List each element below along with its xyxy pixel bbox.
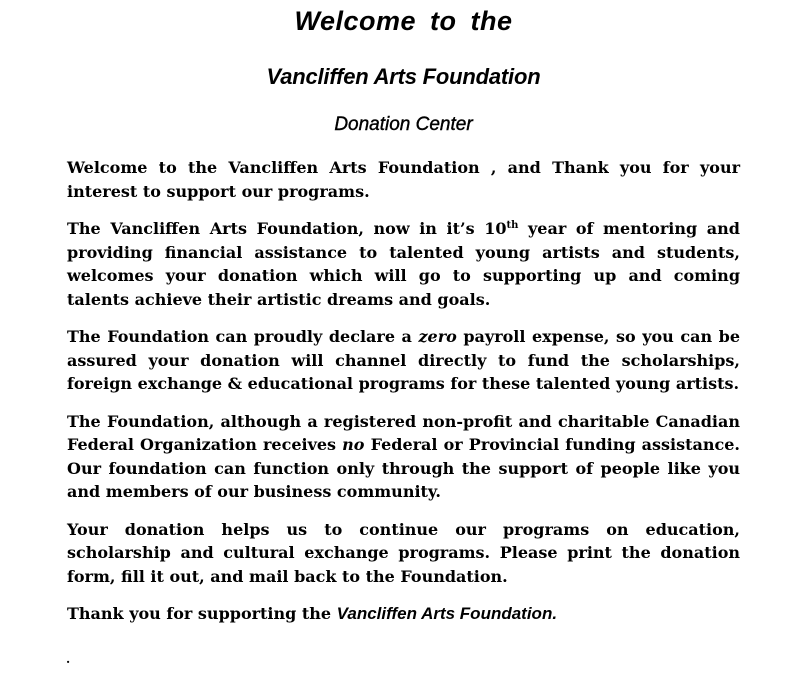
- letter-body: [67, 156, 740, 626]
- paragraph-payroll-end: payroll expense, so you can be assured your donation will channel directly to fund the scholarships, foreign exchange & educational programs for these talented young artists.: [67, 327, 740, 393]
- ordinal-suffix: th: [506, 220, 519, 231]
- paragraph-welcome: Welcome to the Vancliffen Arts Foundation , and Thank you for your interest to support our programs.: [67, 158, 740, 201]
- section-title: Donation Center: [334, 114, 473, 135]
- organization-name: Vancliffen Arts Foundation: [266, 64, 541, 89]
- paragraph-funding: [67, 410, 740, 504]
- paragraph-payroll-start: The Foundation can proudly declare a: [67, 327, 419, 346]
- paragraph-funding-start: The Foundation, although a registered non-profit and charitable Canadian Federal Organization receives: [67, 411, 740, 454]
- emphasis-zero: zero: [418, 327, 457, 346]
- paragraph-mentoring-start: The Vancliffen Arts Foundation, now in it’s 10: [67, 219, 507, 238]
- paragraph-mentoring: [67, 217, 740, 311]
- thank-you-text: Thank you for supporting the: [67, 604, 337, 623]
- paragraph-funding-end: Federal or Provincial funding assistance. Our foundation can function only through the support of people like you and members of our business community.: [67, 435, 740, 501]
- paragraph-mentoring-end: year of mentoring and providing financial assistance to talented young artists and students, welcomes your donation which will go to supporting up and coming talents achieve their artistic dreams and goals.: [67, 219, 740, 309]
- trailing-dot: .: [66, 652, 71, 666]
- paragraph-payroll: [67, 325, 740, 396]
- paragraph-thank-you: [67, 602, 740, 626]
- foundation-name-inline: Vancliffen Arts Foundation.: [336, 604, 558, 623]
- paragraph-donation-instructions: Your donation helps us to continue our programs on education, scholarship and cultural exchange programs. Please print the donation form, fill it out, and mail back to the Foundation.: [67, 519, 740, 586]
- page-title: Welcome to the: [294, 6, 513, 36]
- emphasis-no: no: [342, 435, 365, 454]
